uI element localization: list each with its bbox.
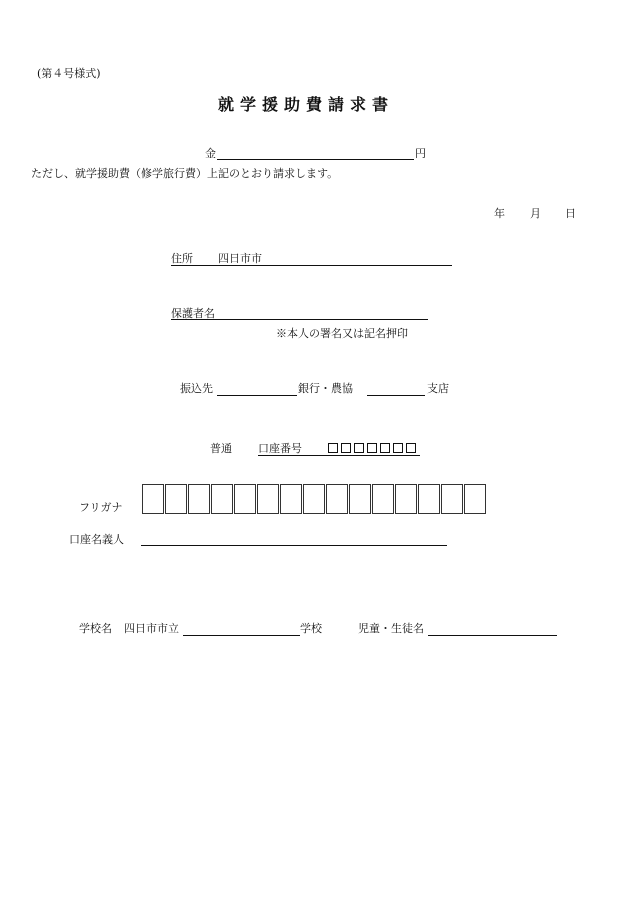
account-type: 普通 xyxy=(210,442,232,455)
furigana-char-box[interactable] xyxy=(441,484,463,514)
account-number-underline xyxy=(258,455,420,456)
account-digit-box[interactable] xyxy=(341,443,351,453)
school-suffix: 学校 xyxy=(300,622,322,635)
bank-name-field[interactable] xyxy=(217,395,297,396)
school-label: 学校名 xyxy=(79,622,112,635)
date-year: 年 xyxy=(494,207,505,220)
furigana-char-box[interactable] xyxy=(280,484,302,514)
account-holder-field[interactable] xyxy=(141,545,447,546)
form-number: (第４号様式) xyxy=(37,67,101,80)
furigana-char-box[interactable] xyxy=(326,484,348,514)
furigana-label: フリガナ xyxy=(79,501,123,514)
furigana-char-box[interactable] xyxy=(372,484,394,514)
guardian-label: 保護者名 xyxy=(171,307,215,320)
bank-label: 振込先 xyxy=(180,382,213,395)
furigana-char-box[interactable] xyxy=(165,484,187,514)
furigana-char-box[interactable] xyxy=(211,484,233,514)
furigana-char-box[interactable] xyxy=(188,484,210,514)
furigana-char-box[interactable] xyxy=(395,484,417,514)
signature-note: ※本人の署名又は記名押印 xyxy=(276,327,408,340)
furigana-char-box[interactable] xyxy=(349,484,371,514)
student-name-field[interactable] xyxy=(428,635,557,636)
account-digit-box[interactable] xyxy=(354,443,364,453)
furigana-char-box[interactable] xyxy=(464,484,486,514)
address-city: 四日市市 xyxy=(218,252,262,265)
account-digit-box[interactable] xyxy=(380,443,390,453)
request-text: ただし、就学援助費（修学旅行費）上記のとおり請求します。 xyxy=(31,167,339,180)
account-digit-box[interactable] xyxy=(393,443,403,453)
furigana-char-box[interactable] xyxy=(257,484,279,514)
amount-suffix: 円 xyxy=(415,147,426,160)
account-digit-box[interactable] xyxy=(328,443,338,453)
address-field[interactable] xyxy=(171,265,452,266)
furigana-char-box[interactable] xyxy=(234,484,256,514)
amount-prefix: 金 xyxy=(205,147,216,160)
account-digit-box[interactable] xyxy=(406,443,416,453)
branch-name-field[interactable] xyxy=(367,395,425,396)
guardian-field[interactable] xyxy=(171,319,428,320)
bank-suffix: 銀行・農協 xyxy=(298,382,353,395)
school-name-field[interactable] xyxy=(183,635,300,636)
furigana-char-box[interactable] xyxy=(418,484,440,514)
furigana-char-box[interactable] xyxy=(142,484,164,514)
date-day: 日 xyxy=(565,207,576,220)
student-name-label: 児童・生徒名 xyxy=(358,622,424,635)
branch-suffix: 支店 xyxy=(427,382,449,395)
account-holder-label: 口座名義人 xyxy=(69,533,124,546)
school-city-prefix: 四日市市立 xyxy=(124,622,179,635)
date-month: 月 xyxy=(530,207,541,220)
amount-field[interactable] xyxy=(217,159,414,160)
account-number-label: 口座番号 xyxy=(258,442,302,455)
account-digit-box[interactable] xyxy=(367,443,377,453)
address-label: 住所 xyxy=(171,252,193,265)
page-title: 就学援助費請求書 xyxy=(218,95,395,114)
furigana-char-box[interactable] xyxy=(303,484,325,514)
